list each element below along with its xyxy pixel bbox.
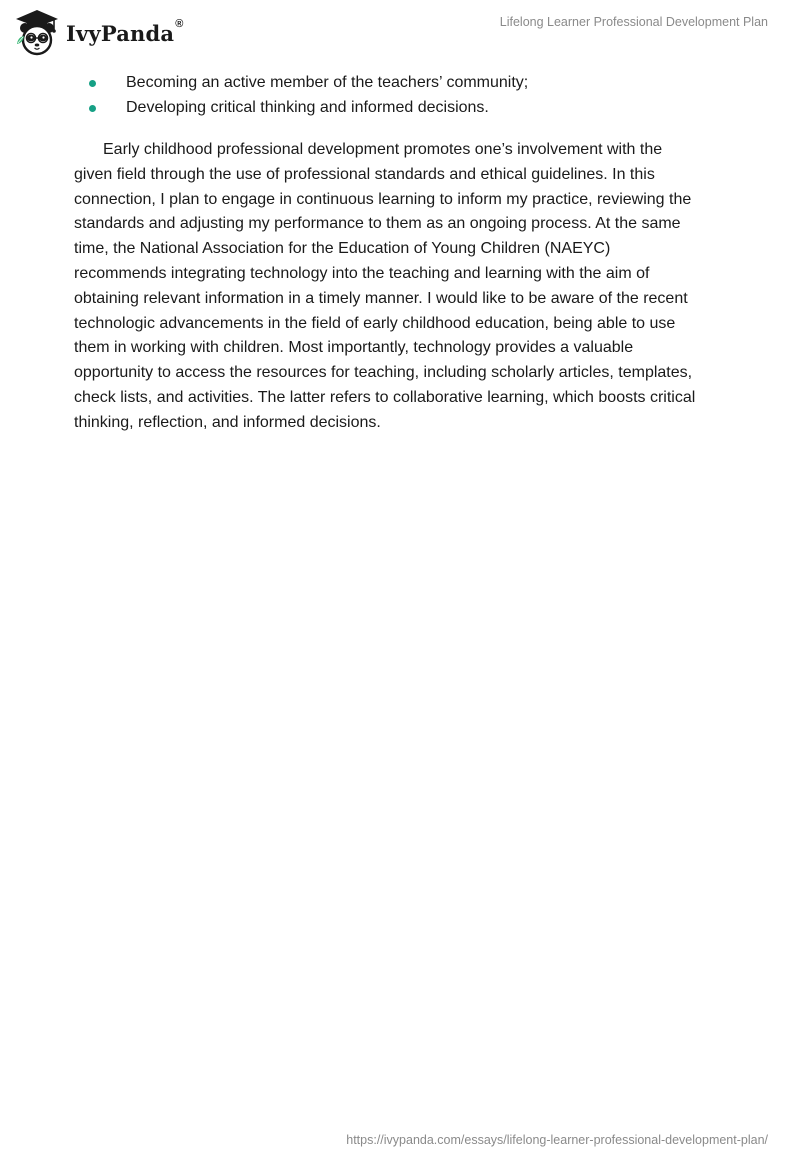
page-header [0, 0, 800, 60]
paragraph-line: them in working with children. Most importantly, technology provides a valuable [74, 339, 634, 357]
paragraph-line: connection, I plan to engage in continuous learning to inform my practice, reviewing the [74, 190, 692, 208]
paragraph-line: technologic advancements in the field of early childhood education, being able to use [74, 314, 676, 332]
logo-wordmark [66, 17, 184, 46]
paragraph-line: given field through the use of professional standards and ethical guidelines. In this [74, 165, 655, 183]
paragraph-line: recommends integrating technology into the teaching and learning with the aim of [74, 264, 650, 282]
list-item [0, 71, 800, 96]
paragraph-line: obtaining relevant information in a timely manner. I would like to be aware of the recent [74, 289, 688, 307]
document-title: Lifelong Learner Professional Development Plan [499, 15, 768, 29]
logo-wordmark-text: IvyPanda [66, 20, 175, 46]
paragraph-line: time, the National Association for the Education of Young Children (NAEYC) [74, 240, 611, 258]
source-url-link[interactable]: https://ivypanda.com/essays/lifelong-learner-professional-development-plan/ [346, 1133, 768, 1147]
paragraph-line: opportunity to access the resources for teaching, including scholarly articles, templates, [74, 364, 693, 382]
panda-graduate-icon [14, 8, 60, 56]
bullet-list [0, 71, 800, 121]
registered-mark: ® [175, 17, 184, 30]
bullet-dot-icon [89, 105, 96, 112]
ivypanda-logo[interactable] [14, 8, 184, 56]
body-paragraph [74, 138, 734, 436]
list-item [0, 96, 800, 121]
list-item-text: Developing critical thinking and informed decisions. [126, 98, 489, 116]
list-item-text: Becoming an active member of the teachers’ community; [126, 74, 529, 91]
paragraph-line: standards and adjusting my performance to them as an ongoing process. At the same [74, 215, 681, 233]
paragraph-line: Early childhood professional development promotes one’s involvement with the [103, 141, 663, 158]
bullet-dot-icon [89, 80, 96, 87]
paragraph-line: check lists, and activities. The latter refers to collaborative learning, which boosts critical [74, 388, 696, 406]
paragraph-line: thinking, reflection, and informed decisions. [74, 413, 381, 431]
